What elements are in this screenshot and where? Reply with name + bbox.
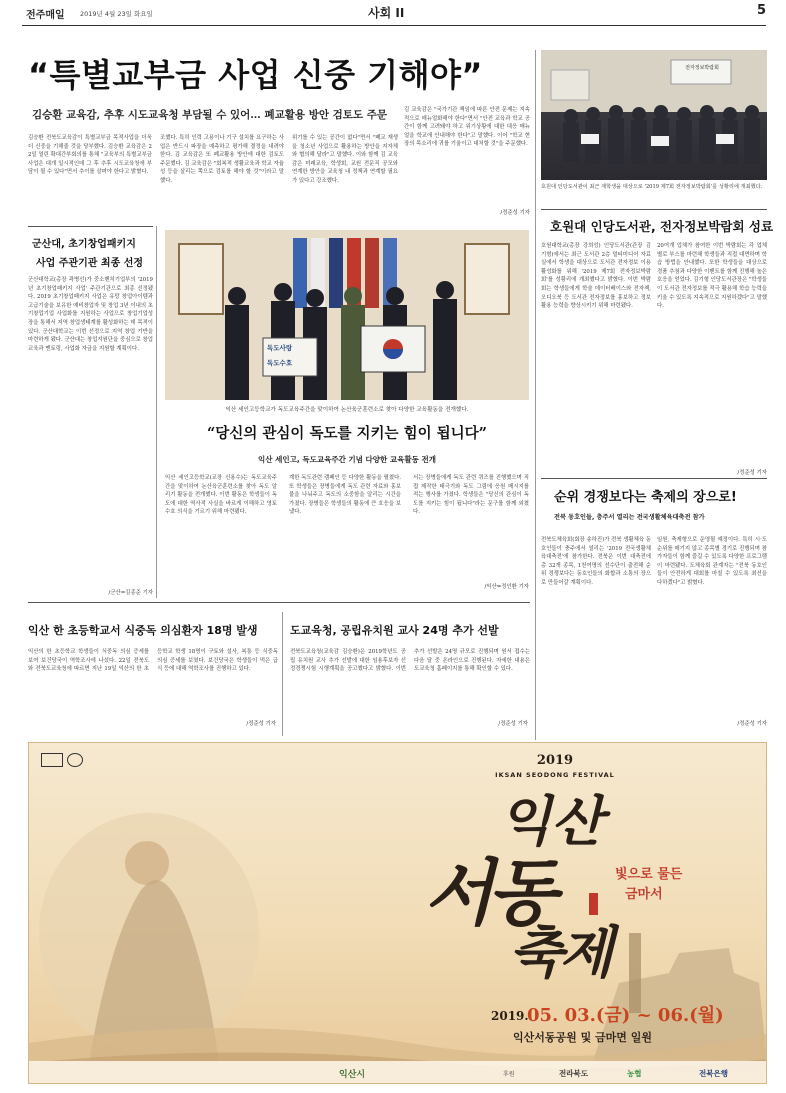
hoseo-col-1: 호원대학교(총장 강희성) 인당도서관(관장 김기형)에서는 최근 도서관 2층 멀티미디어 자료실에서 학생을 대상으로 도서관 전자정보 이용 활성화를 위해 '2019 제7회 전자정보박람회'를 성황리에 개최했다고 밝혔다. 이번 박람회는 학생들에게 학술 데이터베이스와 전자책, 오디오북 등 도서관 전자정보를 홍보하고 정보 활용 능력을 향상시키기 위해 마련됐다. [541,243,651,310]
ad-year: 2019 [536,753,574,768]
newspaper-brand: 전주매일 [26,10,65,21]
food-poisoning-body: 익산의 한 초등학교 학생들이 식중독 의심 증세를 보여 보건당국이 역학조사에 나섰다. 22일 전북도와 전북도교육청에 따르면 지난 19일 익산의 한 초등학교 학생 18명이 구토와 설사, 복통 등 식중독 의심 증세를 보였다. 보건당국은 학생들이 먹은 급식 등에 대해 역학조사를 진행하고 있다. [28,649,278,673]
dokdo-photo-caption: 익산 세인고등학교가 독도교육주간을 맞이하여 논산육군훈련소로 찾아 다양한 교육활동을 전개했다. [225,407,469,413]
food-poisoning-title: 익산 한 초등학교서 식중독 의심환자 18명 발생 [28,624,258,637]
partner-logo [67,753,83,767]
dokdo-col-3: 서는 장병들에게 독도 관련 퀴즈를 진행했으며 직접 제작한 태극기와 독도 그림에 응원 메시지를 적는 행사를 가졌다. 학생들은 "당신의 관심이 독도를 지키는 힘이 됩니다"라는 문구를 함께 외쳤다. [413,475,529,516]
lead-col-2: 조했다. 특히 인력 고용이나 기구 설치를 요구하는 사업은 반드시 파장을 예측하고 평가해 결정을 내려야 한다. 김 교육감은 또 폐교활용 방안에 대한 검토도 주문했다. 김 교육감은 "회복적 생활교육과 학교 자율성 등을 살리는 쪽으로 검토를 해야 할 것"이라고 말했다. [160,135,284,184]
ad-background-art [29,743,767,1084]
ad-seal [589,893,598,915]
section-name: 사회 II [368,6,405,20]
food-poisoning-byline: /정준성 기자 [246,721,276,727]
dokdo-col-2: 계한 독도관련 캠페인 등 다양한 활동을 펼쳤다. 또 학생들은 장병들에게 독도 관련 자료와 홍보물을 나눠주고 독도의 소중함을 알리는 시간을 가졌다. 장병들은 학생들의 활동에 큰 호응을 보냈다. [289,475,401,516]
festival-article-byline: /정준성 기자 [737,721,767,727]
library-photo-caption: 호원대 인당도서관이 최근 재학생을 대상으로 '2019 제7회 전자정보박람회'를 성황리에 개최했다. [541,184,763,190]
ad-date-prefix: 2019. [491,1009,529,1023]
teacher-hire-body: 전북도교육청(교육감 김승환)은 2019학년도 공립 유치원 교사 추가 선발에 대한 임용후보자 선정경쟁시험 시행계획을 공고했다고 밝혔다. 이번 추가 선발은 24명 규모로 진행되며 원서 접수는 다음 달 중 온라인으로 진행된다. 자세한 내용은 도교육청 홈페이지를 통해 확인할 수 있다. [290,649,530,673]
lead-byline: /정준성 기자 [500,210,530,216]
festival-article-col-2: 임원, 축제형으로 운영될 예정이다. 특히 시·도 순위를 매기지 않고 종목별 경기로 진행되며 참가자들이 함께 즐길 수 있도록 다양한 프로그램이 마련됐다. 도체육회 관계자는 "전북 동호인들이 안전하게 대회를 마칠 수 있도록 최선을 다하겠다"고 밝혔다. [657,537,767,586]
lead-col-1: 김승환 전북도교육감이 특별교부금 목적사업을 더욱 더 신중을 기해줄 것을 당부했다. 김승환 교육감은 22일 열린 확대간부회의를 통해 "교육부의 특별교부금 사업은 대개 일시적인데 그 후 추후 시도교육청에 부담이 될 수 있다"면서 추이를 살펴야 한다고 밝혔다. [28,135,152,176]
ad-venue: 익산서동공원 및 금마면 일원 [513,1031,652,1044]
dokdo-sign-left-top: 독도사랑 [267,344,293,352]
dokdo-headline: “당신의 관심이 독도를 지키는 힘이 됩니다” [206,425,488,442]
library-photo-scene [541,50,767,180]
startup-title: 군산대, 초기창업패키지 [32,239,136,250]
ad-tagline-2: 금마서 [625,887,663,902]
festival-ad[interactable] [28,742,767,1084]
teacher-hire-title: 도교육청, 공립유치원 교사 24명 추가 선발 [290,624,499,637]
dokdo-subhead: 익산 세인고, 독도교육주간 기념 다양한 교육활동 전개 [258,455,436,464]
hoseo-col-2: 20여개 업체가 참여한 이번 박람회는 각 업체별로 부스를 마련해 학생들과 직접 대면하며 학습 방법을 안내했다. 또한 학생들을 대상으로 경품 추첨과 다양한 이벤트를 함께 진행해 높은 호응을 얻었다. 김기형 인당도서관장은 "학생들이 도서관 전자정보를 적극 활용해 학습 능력을 키울 수 있도록 지속적으로 지원하겠다"고 말했다. [657,243,767,310]
page-header [22,0,766,26]
ad-sponsor-bank: 전북은행 [699,1069,728,1078]
dokdo-photo [165,230,529,400]
dokdo-byline: /익산=정인환 기자 [484,584,529,590]
unesco-logo [41,753,63,767]
lead-col-4: 김 교육감은 "국가기관 책임에 따른 안전 문제는 지속적으로 매뉴얼화해야 한다"면서 "안전 교육과 학교 공간이 함께 고려돼야 하고 위기상황에 대한 대응 매뉴얼을 학교에 안내해야 한다"고 말했다. 이어 "학교 현장의 목소리에 귀를 기울이고 대처할 것"을 주문했다. [404,107,530,148]
ad-title-seodong: 서동 [424,850,552,935]
startup-subtitle: 사업 주관기관 최종 선정 [36,258,144,269]
dokdo-sign-left-bottom: 독도수호 [267,359,293,367]
ad-title-iksan: 익산 [499,789,604,853]
festival-article-subhead: 전북 동호인들, 충주서 열리는 전국생활체육대축전 참가 [554,514,705,521]
ad-sponsor-nh: 농협 [627,1069,642,1078]
library-fair-photo [541,50,767,180]
page-number: 5 [756,3,766,18]
startup-body: 군산대학교(총장 곽병선)가 중소벤처기업부의 '2019년 초기창업패키지 사업' 주관기관으로 최종 선정됐다. 2019 초기창업패키지 사업은 유망 창업아이템과 고급기술을 보유한 예비창업자 및 창업 3년 이내의 초기창업기업 사업화를 지원하는 사업으로 창업기업성장을 통해서 지역 창업생태계를 활성화하는 데 목적이 있다. 군산대학교는 이번 선정으로 지역 창업 기반을 마련하게 됐다. 군산대는 창업지원단을 중심으로 창업 교육과 멘토링, 사업화 자금을 지원할 계획이다. [28,277,153,352]
ad-sponsor-jeonbuk: 전라북도 [559,1069,588,1078]
ad-footer-strip [29,1061,767,1084]
ad-host: 익산시 [339,1070,366,1080]
library-photo-sign: 전자정보박람회 [685,65,719,71]
ad-english-title: IKSAN SEODONG FESTIVAL [495,771,615,779]
festival-article-title: 순위 경쟁보다는 축제의 장으로! [554,490,737,505]
issue-date: 2019년 4월 23일 화요일 [80,10,153,18]
teacher-hire-byline: /정준성 기자 [498,721,528,727]
hoseo-title: 호원대 인당도서관, 전자정보박람회 성료 [550,219,774,234]
lead-col-3: 위기를 수 있는 공간이 없다"면서 "폐교 재생을 청소년 사업으로 활용하는 방안을 지자체와 협의해 달라"고 말했다. 이와 함께 김 교육감은 미래교육, 학생회, 교원 전문직 공모와 연계한 방안을 교육청 내 정책과 연계할 필요가 있다고 강조했다. [292,135,398,184]
ad-sponsor-label: 후원 [503,1071,515,1078]
ad-tagline-1: 빛으로 물든 [615,867,683,882]
ad-title-festival: 축제 [509,920,610,986]
festival-article-col-1: 전북도체육회(회장 송하진)가 전북 생활체육 동호인들이 충주에서 열리는 '2019 전국생활체육대축전'에 참가한다. 전북은 이번 대축전에 총 32개 종목, 1천여명의 선수단이 출전해 순위 경쟁보다는 동호인들의 화합과 소통의 장으로 만들어갈 계획이다. [541,537,651,586]
startup-byline: /군산=김종준 기자 [108,590,153,596]
hoseo-byline: /정준성 기자 [737,470,767,476]
ad-date: 05. 03.(금) ~ 06.(월) [527,1005,724,1026]
dokdo-photo-scene [165,230,529,400]
lead-headline: “특별교부금 사업 신중 기해야” [28,56,483,94]
dokdo-col-1: 익산 세인고등학교(교장 신용수)는 독도교육주간을 맞이하여 논산육군훈련소를 찾아 독도 알리기 활동을 전개했다. 이번 활동은 학생들이 독도에 대한 역사적 사실을 바르게 이해하고 영토 수호 의식을 기르기 위해 마련됐다. [165,475,277,516]
lead-subhead: 김승환 교육감, 추후 시도교육청 부담될 수 있어… 폐교활용 방안 검토도 주문 [32,109,387,121]
